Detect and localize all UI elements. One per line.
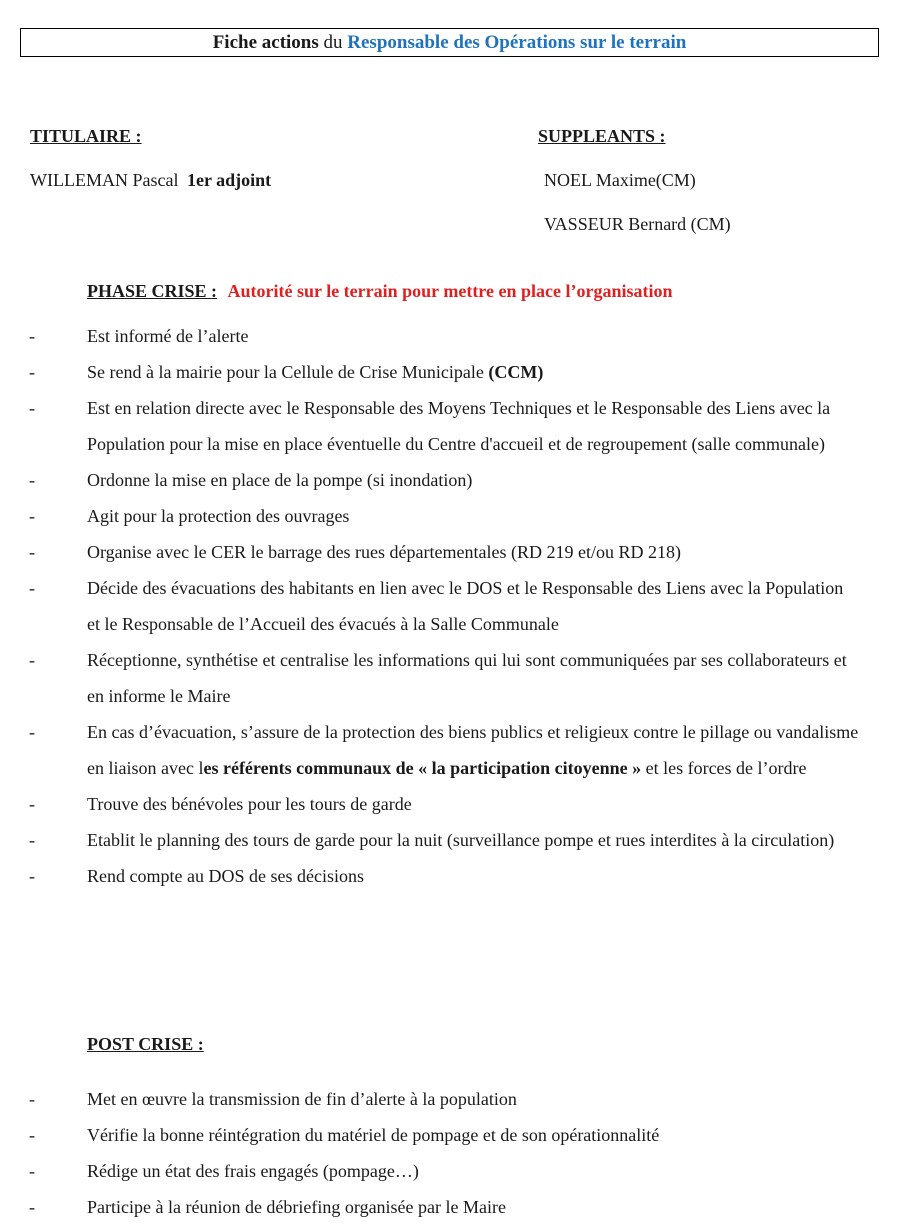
list-item bbox=[0, 498, 899, 534]
titulaire-role: 1er adjoint bbox=[186, 170, 272, 190]
titulaire-name: WILLEMAN Pascal bbox=[30, 170, 179, 190]
list-dash: - bbox=[29, 362, 35, 382]
list-item-text: En cas d’évacuation, s’assure de la protection des biens publics et religieux contre le pillage ou vandalisme en liaison avec l bbox=[87, 722, 859, 778]
list-item-text: Participe à la réunion de débriefing organisée par le Maire bbox=[87, 1197, 506, 1217]
list-item bbox=[0, 462, 899, 498]
list-dash: - bbox=[29, 398, 35, 418]
title-part3: Responsable des Opérations sur le terrain bbox=[347, 32, 687, 53]
list-item bbox=[0, 318, 899, 354]
list-item-text-end: et les forces de l’ordre bbox=[641, 758, 807, 778]
list-item bbox=[0, 570, 899, 642]
list-dash: - bbox=[29, 1161, 35, 1181]
list-item-bold: (CCM) bbox=[488, 362, 544, 382]
list-dash: - bbox=[29, 506, 35, 526]
list-dash: - bbox=[29, 794, 35, 814]
list-item bbox=[0, 354, 899, 390]
phase-crise-subtitle: Autorité sur le terrain pour mettre en place l’organisation bbox=[227, 281, 673, 301]
suppleant-name-2: VASSEUR Bernard (CM) bbox=[544, 214, 731, 234]
list-item bbox=[0, 642, 899, 714]
list-dash: - bbox=[29, 578, 35, 598]
list-item-text: Organise avec le CER le barrage des rues départementales (RD 219 et/ou RD 218) bbox=[87, 542, 681, 562]
list-dash: - bbox=[29, 542, 35, 562]
title-part1: Fiche actions bbox=[212, 32, 319, 53]
list-item-text: Se rend à la mairie pour la Cellule de Crise Municipale bbox=[87, 362, 489, 382]
list-item-text: Vérifie la bonne réintégration du matériel de pompage et de son opérationnalité bbox=[87, 1125, 660, 1145]
list-item-text: Trouve des bénévoles pour les tours de garde bbox=[87, 794, 412, 814]
list-dash: - bbox=[29, 830, 35, 850]
list-item-text: Décide des évacuations des habitants en lien avec le DOS et le Responsable des Liens avec la Population et le Responsable de l’Accueil des évacués à la Salle Communale bbox=[87, 578, 844, 634]
list-item bbox=[0, 822, 899, 858]
list-item bbox=[0, 714, 899, 786]
list-item-text: Est en relation directe avec le Responsable des Moyens Techniques et le Responsable des Liens avec la Population pour la mise en place éventuelle du Centre d'accueil et de regroupement (salle communale) bbox=[87, 398, 831, 454]
list-item bbox=[0, 1153, 899, 1189]
title-part2: du bbox=[323, 32, 343, 53]
list-item bbox=[0, 1081, 899, 1117]
phase-crise-heading: PHASE CRISE : bbox=[87, 281, 218, 301]
list-dash: - bbox=[29, 722, 35, 742]
list-item bbox=[0, 1189, 899, 1225]
list-item-text: Rend compte au DOS de ses décisions bbox=[87, 866, 364, 886]
list-dash: - bbox=[29, 866, 35, 886]
post-crise-heading: POST CRISE : bbox=[87, 1034, 204, 1054]
list-item-text: Est informé de l’alerte bbox=[87, 326, 249, 346]
post-crise-list bbox=[0, 1081, 899, 1225]
list-item-bold: es référents communaux de « la participation citoyenne » bbox=[203, 758, 642, 778]
list-item bbox=[0, 858, 899, 894]
list-item-text: Rédige un état des frais engagés (pompage…) bbox=[87, 1161, 419, 1181]
list-item-text: Réceptionne, synthétise et centralise les informations qui lui sont communiquées par ses collaborateurs et en informe le Maire bbox=[87, 650, 847, 706]
list-dash: - bbox=[29, 1125, 35, 1145]
list-item bbox=[0, 1117, 899, 1153]
list-dash: - bbox=[29, 470, 35, 490]
suppleants-heading: SUPPLEANTS : bbox=[538, 126, 666, 146]
list-item-text: Agit pour la protection des ouvrages bbox=[87, 506, 350, 526]
phase-crise-list bbox=[0, 318, 899, 894]
titulaire-heading: TITULAIRE : bbox=[30, 126, 142, 146]
list-item-text: Etablit le planning des tours de garde pour la nuit (surveillance pompe et rues interdites à la circulation) bbox=[87, 830, 835, 850]
list-dash: - bbox=[29, 326, 35, 346]
list-item-text: Met en œuvre la transmission de fin d’alerte à la population bbox=[87, 1089, 517, 1109]
list-dash: - bbox=[29, 1089, 35, 1109]
list-dash: - bbox=[29, 650, 35, 670]
phase-crise-header bbox=[87, 281, 672, 302]
titulaire-line bbox=[30, 170, 271, 191]
list-item bbox=[0, 786, 899, 822]
list-item bbox=[0, 390, 899, 462]
list-item-text: Ordonne la mise en place de la pompe (si inondation) bbox=[87, 470, 473, 490]
list-item bbox=[0, 534, 899, 570]
page-title bbox=[20, 28, 879, 57]
suppleant-name-1: NOEL Maxime(CM) bbox=[544, 170, 696, 190]
list-dash: - bbox=[29, 1197, 35, 1217]
